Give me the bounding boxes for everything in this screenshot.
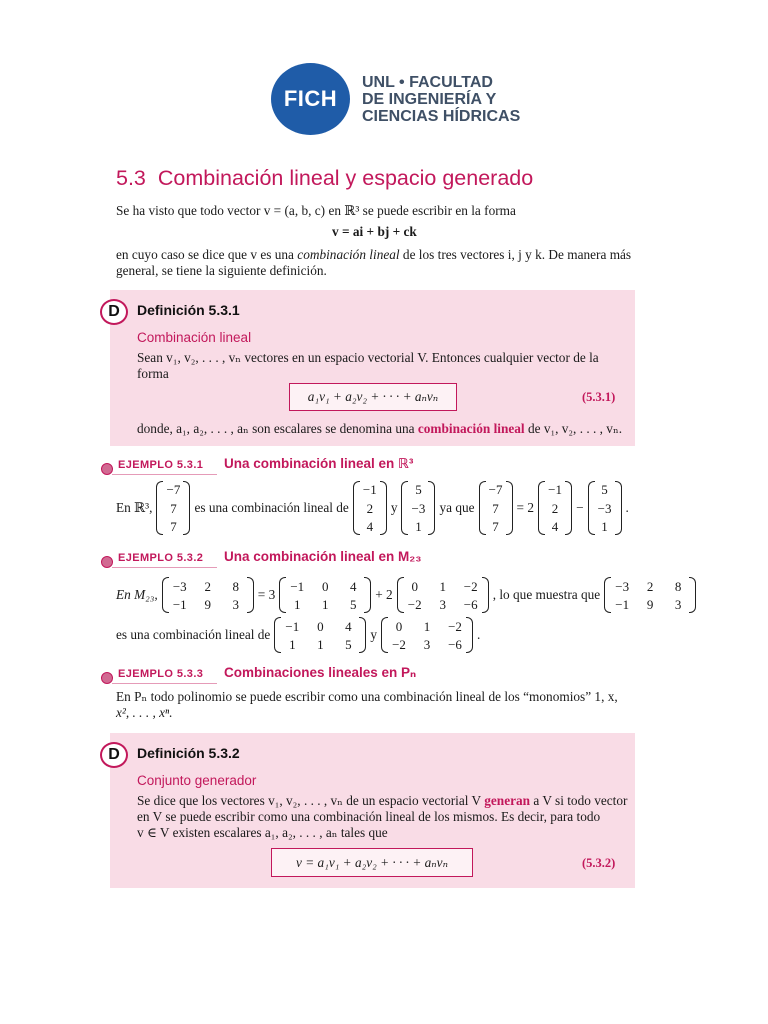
ej2-pre: En M₂₃, <box>116 587 158 602</box>
cell: 5 <box>345 636 352 652</box>
cell: 5 <box>349 596 357 612</box>
cell: −1 <box>285 618 300 634</box>
cell: −6 <box>448 636 462 652</box>
definition-text-1c <box>137 421 622 437</box>
logo-text: FICH <box>283 86 338 111</box>
cell: −1 <box>548 482 562 497</box>
intro-formula: v = ai + bj + ck <box>332 224 417 239</box>
cell: 7 <box>170 519 177 534</box>
cell: −7 <box>488 482 503 497</box>
def1-text3b: de v₁, v₂, . . . , vₙ. <box>524 421 623 436</box>
intro-line-3: general, se tiene la siguiente definición. <box>116 263 327 278</box>
cell: −6 <box>463 596 478 612</box>
cell: 4 <box>366 519 374 534</box>
matrix-b <box>397 577 489 613</box>
cell: −3 <box>615 578 630 594</box>
vector-target-2 <box>479 481 513 535</box>
cell: 8 <box>232 578 239 594</box>
cell: 1 <box>439 578 446 594</box>
institution-line-1: UNL • FACULTAD <box>362 74 493 91</box>
formula-box-1 <box>289 383 457 411</box>
cell: −3 <box>411 500 426 516</box>
example-label-2: EJEMPLO 5.3.2 <box>118 552 204 564</box>
institution-line-3: CIENCIAS HÍDRICAS <box>362 108 521 125</box>
definition-title-2: Definición 5.3.2 <box>137 745 240 761</box>
section-title <box>116 166 533 191</box>
cell: 1 <box>293 596 301 612</box>
cell: −1 <box>172 596 187 612</box>
matrix-b-2 <box>381 617 473 653</box>
cell: 0 <box>395 618 403 634</box>
intro-line-2b: de los tres vectores i, j y k. De manera más <box>399 247 632 262</box>
cell: 7 <box>492 500 499 516</box>
intro-line-2a: en cuyo caso se dice que v es una <box>116 247 298 262</box>
cell: 1 <box>289 636 296 652</box>
vector-a <box>353 481 387 535</box>
example-title-3: Combinaciones lineales en Pₙ <box>224 665 417 680</box>
formula-1: a₁v₁ + a₂v₂ + · · · + aₙvₙ <box>307 389 439 404</box>
cell: −1 <box>290 578 305 594</box>
definition-badge-icon <box>100 299 128 325</box>
badge-letter: D <box>108 746 120 763</box>
cell: 1 <box>321 596 329 612</box>
example-divider-3 <box>112 683 217 684</box>
ej2-y: y <box>370 627 377 642</box>
matrix-a <box>279 577 371 613</box>
cell: 1 <box>415 519 422 534</box>
equation-number-2: (5.3.2) <box>582 856 616 870</box>
cell: 2 <box>646 578 654 594</box>
cell: −2 <box>392 636 406 652</box>
example-3-line-1: En Pₙ todo polinomio se puede escribir como una combinación lineal de los “monomios” 1, x, <box>116 689 618 704</box>
definition-text-2a <box>137 793 627 809</box>
section-number: 5.3 <box>116 166 146 190</box>
formula-box-2 <box>271 848 473 877</box>
vector-b <box>401 481 435 535</box>
def2-term: generan <box>484 793 531 808</box>
def1-term: combinación lineal <box>417 421 525 436</box>
cell: 2 <box>204 578 211 594</box>
definition-subtitle-1: Combinación lineal <box>137 330 252 345</box>
cell: 8 <box>674 578 682 594</box>
cell: 3 <box>423 636 431 652</box>
ej1-mid3: ya que <box>439 500 475 515</box>
cell: 7 <box>170 500 177 516</box>
example-title-1: Una combinación lineal en ℝ³ <box>224 456 414 471</box>
def2-text1b: a V si todo vector <box>530 793 628 808</box>
def1-text3a: donde, a₁, a₂, . . . , aₙ son escalares se denomina una <box>137 421 418 436</box>
cell: 1 <box>317 636 324 652</box>
definition-text-2b: en V se puede escribir como una combinación lineal de los mismos. Es decir, para todo <box>137 809 601 824</box>
ej1-mid1: es una combinación lineal de <box>194 500 349 515</box>
section-heading: Combinación lineal y espacio generado <box>157 166 534 190</box>
ej2-line2: es una combinación lineal de <box>116 627 271 642</box>
cell: 4 <box>349 578 357 594</box>
intro-term: combinación lineal <box>297 247 400 262</box>
example-1-equation <box>116 480 633 536</box>
intro-line-1: Se ha visto que todo vector v = (a, b, c) en ℝ³ se puede escribir en la forma <box>116 203 516 218</box>
cell: 4 <box>345 618 352 634</box>
cell: 1 <box>423 618 431 634</box>
cell: 3 <box>674 596 682 612</box>
cell: −3 <box>597 500 612 516</box>
cell: 4 <box>551 519 559 534</box>
cell: 0 <box>411 578 418 594</box>
matrix-target-2 <box>604 577 696 613</box>
definition-badge-icon <box>100 742 128 768</box>
matrix-target <box>162 577 254 613</box>
cell: 1 <box>601 519 608 534</box>
cell: −2 <box>463 578 478 594</box>
institution-line-2: DE INGENIERÍA Y <box>362 91 497 108</box>
ej1-end: . <box>625 500 629 515</box>
cell: 9 <box>646 596 654 612</box>
example-2-equation <box>116 576 700 614</box>
ej1-y: y <box>390 500 398 515</box>
cell: 5 <box>601 482 608 497</box>
definition-subtitle-2: Conjunto generador <box>137 773 257 788</box>
cell: 5 <box>415 482 422 497</box>
ej1-eq: = 2 <box>516 500 535 515</box>
cell: −2 <box>407 596 422 612</box>
cell: 0 <box>317 618 324 634</box>
ej2-end: . <box>477 627 481 642</box>
ej2-eq3: = 3 <box>257 587 276 602</box>
vector-target <box>156 481 190 535</box>
definition-text-2c: v ∈ V existen escalares a₁, a₂, . . . , aₙ tales que <box>137 825 388 840</box>
example-label-1: EJEMPLO 5.3.1 <box>118 459 204 471</box>
vector-b-2 <box>588 481 622 535</box>
example-divider-2 <box>112 567 217 568</box>
def2-text1a: Se dice que los vectores v₁, v₂, . . . , vₙ de un espacio vectorial V <box>137 793 485 808</box>
definition-text-1a: Sean v₁, v₂, . . . , vₙ vectores en un espacio vectorial V. Entonces cualquier vector de la <box>137 350 599 365</box>
cell: 9 <box>204 596 211 612</box>
example-label-3: EJEMPLO 5.3.3 <box>118 668 204 680</box>
matrix-a-2 <box>274 617 366 653</box>
equation-number-1: (5.3.1) <box>582 390 616 404</box>
ej2-plus2: + 2 <box>375 587 393 602</box>
example-3-line-2: x², . . . , xⁿ. <box>116 705 173 720</box>
cell: −7 <box>166 482 181 497</box>
cell: −2 <box>448 618 462 634</box>
cell: 2 <box>366 500 374 516</box>
example-2-line-2 <box>116 616 484 654</box>
cell: −1 <box>362 482 377 497</box>
fich-logo <box>271 63 350 135</box>
ej1-pre: En ℝ³, <box>116 500 153 515</box>
cell: 7 <box>492 519 499 534</box>
cell: −1 <box>615 596 630 612</box>
vector-a-2 <box>538 481 572 535</box>
cell: 3 <box>439 596 446 612</box>
ej2-mid: , lo que muestra que <box>492 587 601 602</box>
badge-letter: D <box>108 303 120 320</box>
example-divider-1 <box>112 474 217 475</box>
intro-line-2 <box>116 247 631 263</box>
definition-title-1: Definición 5.3.1 <box>137 302 240 318</box>
cell: 0 <box>321 578 329 594</box>
ej1-minus: − <box>576 500 584 515</box>
cell: 2 <box>551 500 559 516</box>
definition-text-1b: forma <box>137 366 169 381</box>
cell: 3 <box>232 596 239 612</box>
cell: −3 <box>172 578 187 594</box>
example-title-2: Una combinación lineal en M₂₃ <box>224 549 422 564</box>
formula-2: v = a₁v₁ + a₂v₂ + · · · + aₙvₙ <box>296 854 448 870</box>
